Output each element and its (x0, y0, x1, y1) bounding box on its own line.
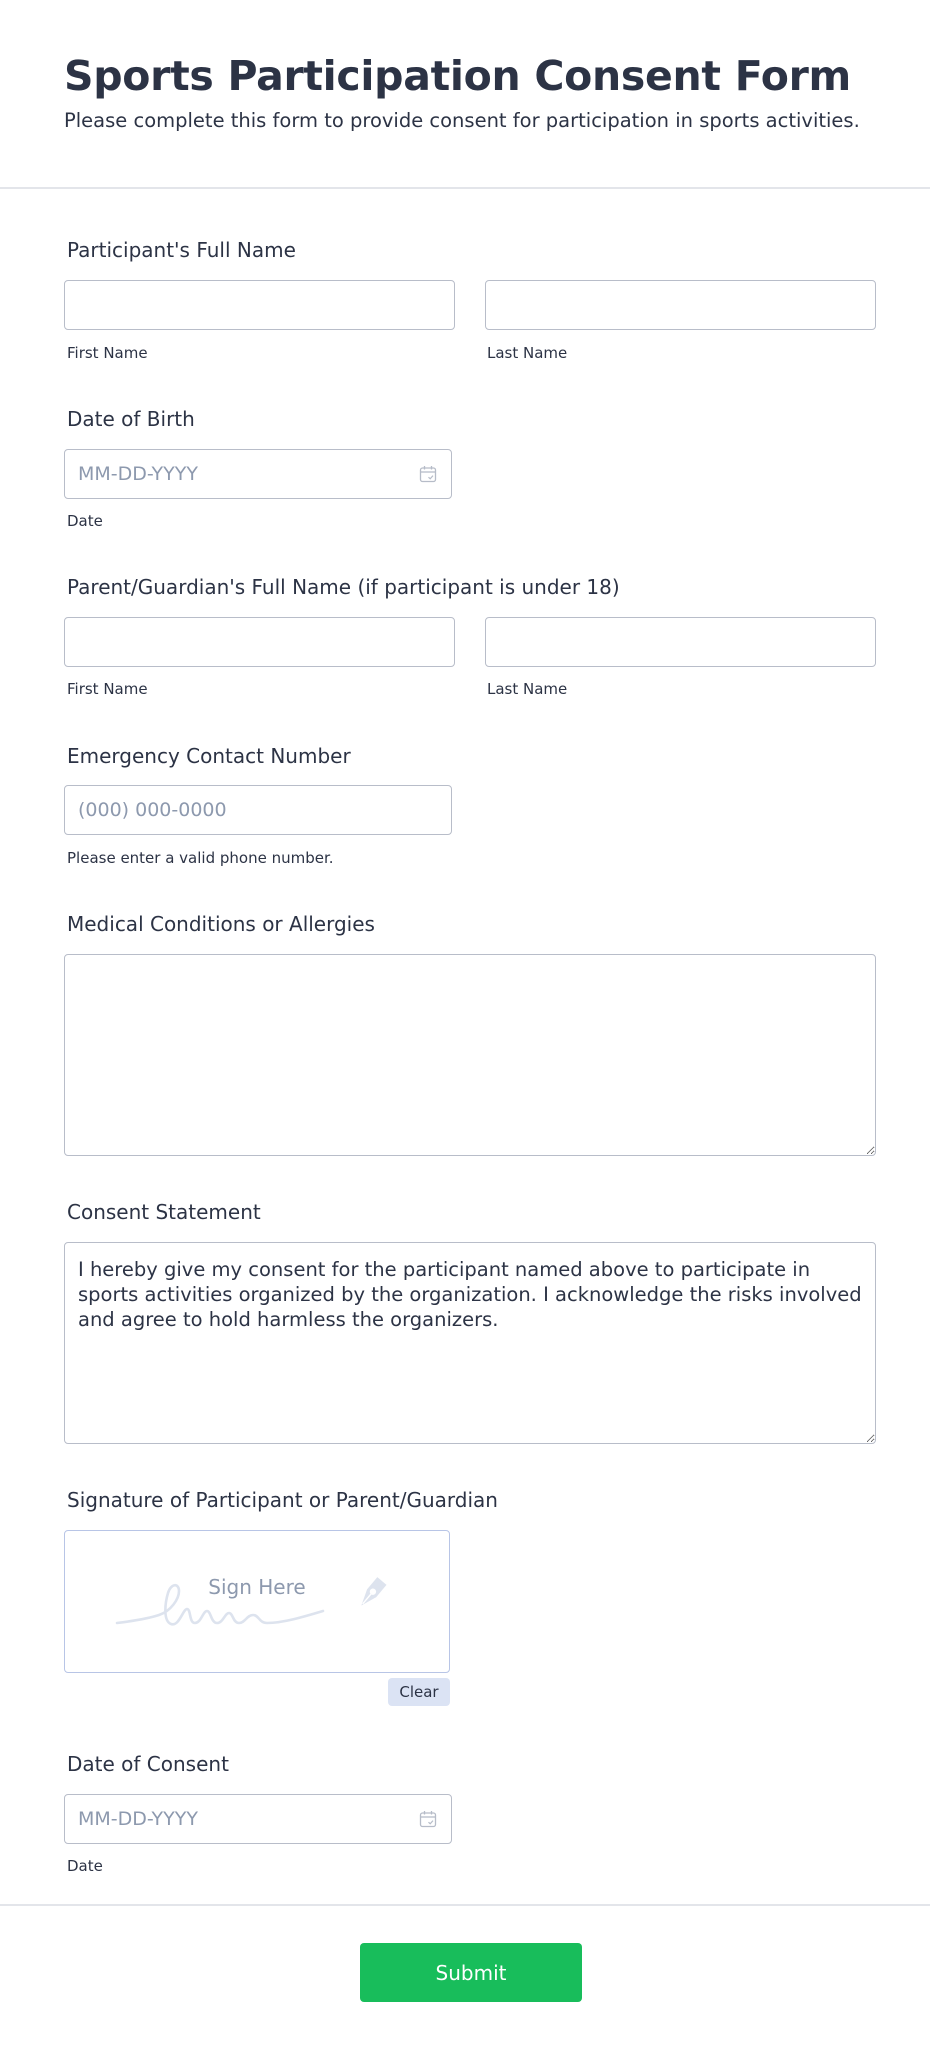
consent-statement-label: Consent Statement (67, 1200, 261, 1224)
clear-signature-button[interactable]: Clear (388, 1678, 450, 1706)
calendar-icon[interactable] (419, 465, 437, 483)
guardian-first-name-sublabel: First Name (67, 680, 148, 698)
emergency-contact-input[interactable] (64, 785, 452, 835)
form-title: Sports Participation Consent Form (64, 52, 851, 100)
submit-button[interactable]: Submit (360, 1943, 582, 2002)
sign-here-placeholder: Sign Here (208, 1575, 306, 1599)
date-of-consent-label: Date of Consent (67, 1752, 229, 1776)
date-of-consent-sublabel: Date (67, 1857, 103, 1875)
date-of-birth-sublabel: Date (67, 512, 103, 530)
participant-last-name-sublabel: Last Name (487, 344, 568, 362)
date-of-birth-label: Date of Birth (67, 407, 195, 431)
signature-pad[interactable] (64, 1530, 450, 1673)
participant-name-label: Participant's Full Name (67, 238, 296, 262)
emergency-contact-sublabel: Please enter a valid phone number. (67, 849, 334, 867)
guardian-last-name-input[interactable] (485, 617, 876, 667)
medical-conditions-textarea[interactable] (64, 954, 876, 1156)
emergency-contact-label: Emergency Contact Number (67, 744, 351, 768)
date-of-birth-input[interactable] (64, 449, 452, 499)
date-of-consent-input[interactable] (64, 1794, 452, 1844)
form-subtitle: Please complete this form to provide consent for participation in sports activities. (64, 109, 860, 132)
participant-last-name-input[interactable] (485, 280, 876, 330)
medical-conditions-label: Medical Conditions or Allergies (67, 912, 375, 936)
guardian-last-name-sublabel: Last Name (487, 680, 568, 698)
participant-first-name-input[interactable] (64, 280, 455, 330)
footer-divider (0, 1904, 930, 1906)
consent-statement-textarea[interactable] (64, 1242, 876, 1444)
guardian-name-label: Parent/Guardian's Full Name (if participant is under 18) (67, 575, 620, 599)
participant-first-name-sublabel: First Name (67, 344, 148, 362)
form-header (0, 0, 930, 189)
guardian-first-name-input[interactable] (64, 617, 455, 667)
calendar-icon[interactable] (419, 1810, 437, 1828)
signature-label: Signature of Participant or Parent/Guardian (67, 1488, 498, 1512)
